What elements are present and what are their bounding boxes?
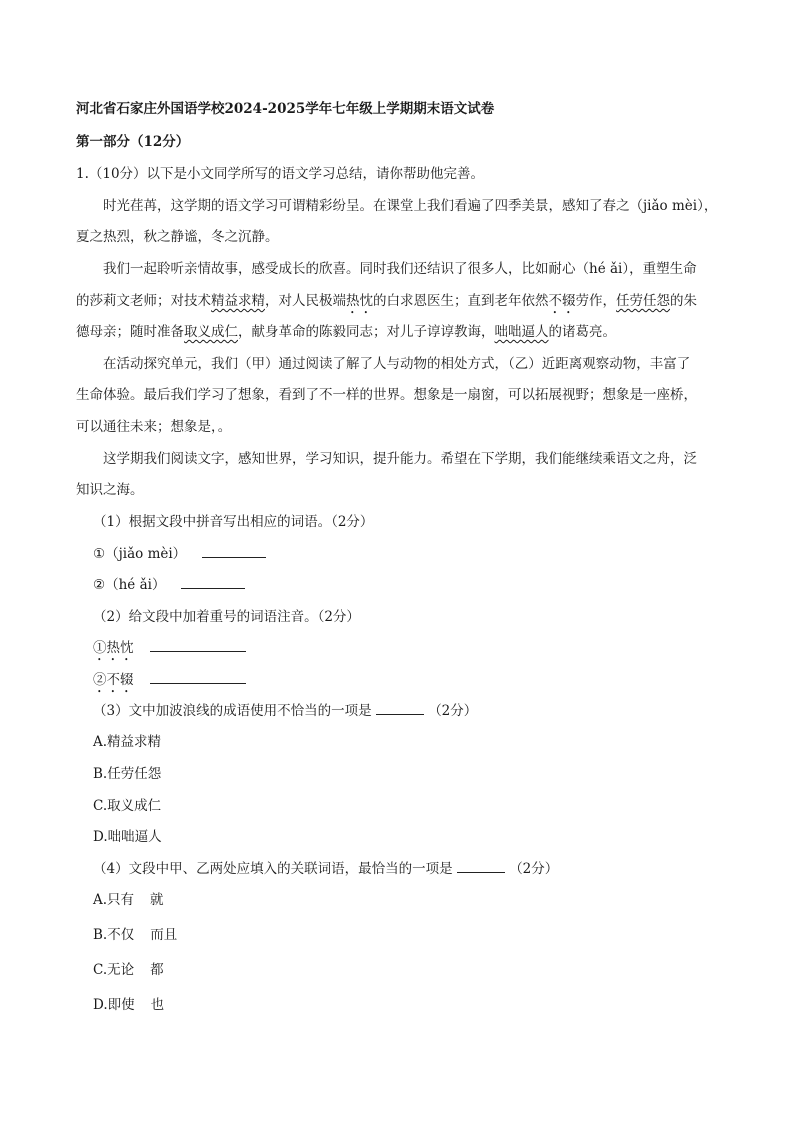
item-label: ①热忱 xyxy=(93,640,134,656)
option-letter: D.即使 xyxy=(93,997,135,1013)
sub2-item1 xyxy=(93,639,246,664)
wavy-idiom: 取义成仁 xyxy=(184,324,238,340)
option-pair: 都 xyxy=(150,962,164,978)
para2-line3 xyxy=(76,323,616,341)
text-run: 的莎莉文老师；对技术 xyxy=(76,293,211,309)
option-letter: C.无论 xyxy=(93,962,135,978)
sub3-option-c[interactable]: C.取义成仁 xyxy=(93,798,162,814)
para3-line3: 可以通往未来；想象是，。 xyxy=(76,419,232,435)
para2-line2 xyxy=(76,292,697,317)
sub3-prompt xyxy=(93,702,477,720)
answer-blank[interactable] xyxy=(457,860,505,873)
para1-line1: 时光荏苒，这学期的语文学习可谓精彩纷呈。在课堂上我们看遍了四季美景，感知了春之（jiǎo mèi）， xyxy=(103,198,718,214)
text-run: 德母亲；随时准备 xyxy=(76,324,184,340)
text-run: 劳作， xyxy=(575,293,616,309)
option-pair: 就 xyxy=(150,892,164,908)
item-label: ①（jiǎo mèi） xyxy=(93,546,187,562)
answer-blank[interactable] xyxy=(202,545,266,558)
option-pair: 也 xyxy=(150,997,165,1013)
item-label: ②不辍 xyxy=(93,672,134,688)
score-text: （2分） xyxy=(428,703,478,719)
sub3-option-b[interactable]: B.任劳任怨 xyxy=(93,766,162,782)
sub4-option-c[interactable] xyxy=(93,961,164,979)
para2-line1: 我们一起聆听亲情故事，感受成长的欣喜。同时我们还结识了很多人，比如耐心（hé ǎi），重塑生命 xyxy=(103,261,697,277)
answer-blank[interactable] xyxy=(376,702,424,715)
sub3-option-a[interactable]: A.精益求精 xyxy=(93,734,162,750)
sub1-item1 xyxy=(93,545,266,563)
sub4-option-b[interactable] xyxy=(93,926,177,944)
exam-title: 河北省石家庄外国语学校2024-2025学年七年级上学期期末语文试卷 xyxy=(76,101,495,117)
answer-blank[interactable] xyxy=(181,576,245,589)
para1-line2: 夏之热烈，秋之静谧，冬之沉静。 xyxy=(76,229,279,245)
text-run: 的朱 xyxy=(670,293,697,309)
text-run: ，对人民极端 xyxy=(265,293,346,309)
part-heading: 第一部分（12分） xyxy=(76,134,190,150)
text-run: ，献身革命的陈毅同志；对儿子谆谆教诲， xyxy=(238,324,495,340)
dotted-word: 不辍 xyxy=(548,293,576,309)
item-label: ②（hé ǎi） xyxy=(93,577,166,593)
prompt-text: （4）文段中甲、乙两处应填入的关联词语，最恰当的一项是 xyxy=(93,861,453,877)
sub2-item2 xyxy=(93,671,246,696)
para4-line1: 这学期我们阅读文字，感知世界，学习知识，提升能力。希望在下学期，我们能继续乘语文之舟，泛 xyxy=(103,451,697,467)
option-letter: B.不仅 xyxy=(93,927,135,943)
text-run: 的诸葛亮。 xyxy=(548,324,616,340)
sub1-prompt: （1）根据文段中拼音写出相应的词语。（2分） xyxy=(93,514,374,530)
option-pair: 而且 xyxy=(150,927,178,943)
option-letter: A.只有 xyxy=(93,892,135,908)
para3-line2: 生命体验。最后我们学习了想象，看到了不一样的世界。想象是一扇窗，可以拓展视野；想象是一座桥， xyxy=(76,387,697,403)
wavy-idiom: 任劳任怨 xyxy=(616,293,670,309)
score-text: （2分） xyxy=(509,861,559,877)
sub2-prompt: （2）给文段中加着重号的词语注音。（2分） xyxy=(93,609,360,625)
sub4-option-a[interactable] xyxy=(93,891,164,909)
dotted-word: 热忱 xyxy=(346,293,373,309)
sub1-item2 xyxy=(93,576,245,594)
answer-blank[interactable] xyxy=(150,671,246,684)
sub4-option-d[interactable] xyxy=(93,996,164,1014)
text-run: 的白求恩医生；直到老年依然 xyxy=(373,293,549,309)
sub3-option-d[interactable]: D.咄咄逼人 xyxy=(93,829,162,845)
wavy-idiom: 精益求精 xyxy=(211,293,265,309)
question-stem: 1.（10分）以下是小文同学所写的语文学习总结，请你帮助他完善。 xyxy=(76,166,485,182)
prompt-text: （3）文中加波浪线的成语使用不恰当的一项是 xyxy=(93,703,372,719)
sub4-prompt xyxy=(93,860,558,878)
para4-line2: 知识之海。 xyxy=(76,482,144,498)
para3-line1: 在活动探究单元，我们（甲）通过阅读了解了人与动物的相处方式，（乙）近距离观察动物，丰富了 xyxy=(103,356,691,372)
answer-blank[interactable] xyxy=(150,639,246,652)
wavy-idiom: 咄咄逼人 xyxy=(494,324,549,340)
